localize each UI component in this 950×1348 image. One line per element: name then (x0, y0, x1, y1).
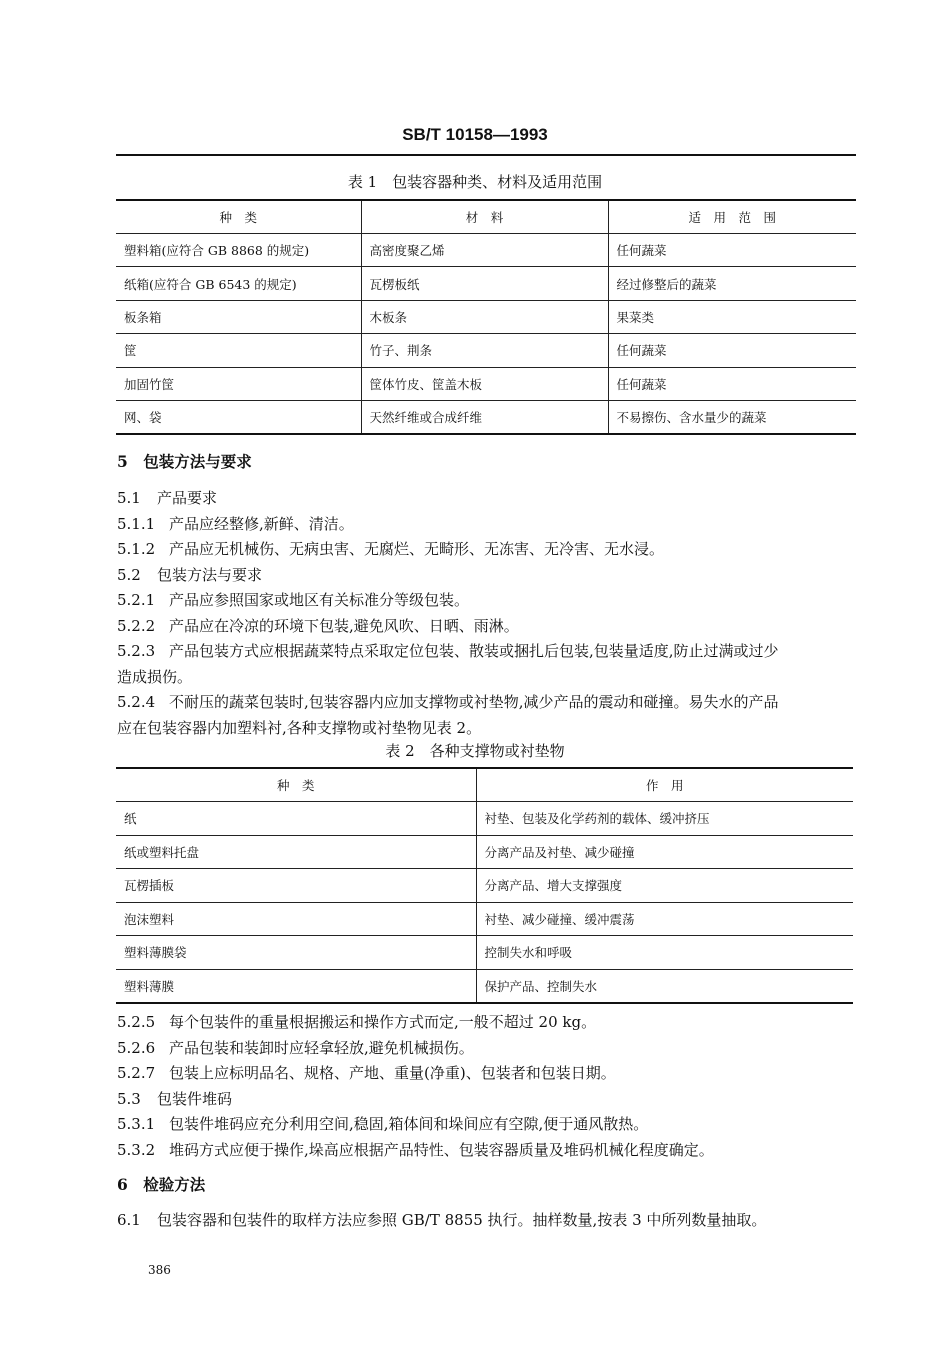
table-cell: 衬垫、减少碰撞、缓冲震荡 (476, 902, 853, 936)
table1-header-type: 种 类 (116, 200, 361, 234)
clause-number: 5.3.1 (117, 1115, 156, 1133)
table-cell: 塑料薄膜袋 (116, 936, 476, 970)
table-cell: 分离产品、增大支撑强度 (476, 869, 853, 903)
clause-text: 产品应参照国家或地区有关标准分等级包装。 (169, 591, 470, 609)
clause (117, 1208, 857, 1234)
table-cell: 任何蔬菜 (608, 334, 856, 367)
table-cell: 衬垫、包装及化学药剂的载体、缓冲挤压 (476, 802, 853, 836)
section6 (117, 1172, 857, 1198)
table-cell: 瓦楞插板 (116, 869, 476, 903)
clause (117, 1010, 857, 1036)
table1-title: 表 1 包装容器种类、材料及适用范围 (347, 173, 603, 191)
clause (117, 1036, 857, 1062)
clause-number: 5.1.2 (117, 540, 156, 558)
table-row (116, 267, 856, 300)
clause (117, 1112, 857, 1138)
table-row (116, 835, 853, 869)
clause (117, 639, 857, 665)
section5-heading: 5 包装方法与要求 (117, 452, 252, 471)
table2-header-row (116, 768, 853, 802)
table-row (116, 234, 856, 267)
table-row (116, 334, 856, 367)
table-cell: 泡沫塑料 (116, 902, 476, 936)
clause-number: 5.3.2 (117, 1140, 156, 1159)
table-cell: 筐 (116, 334, 361, 367)
clause-text: 每个包装件的重量根据搬运和操作方式而定,一般不超过 20 kg。 (169, 1013, 597, 1031)
clause-text: 堆码方式应便于操作,垛高应根据产品特性、包装容器质量及堆码机械化程度确定。 (169, 1140, 714, 1159)
clause-number: 5.2.7 (117, 1064, 156, 1082)
table-cell: 保护产品、控制失水 (476, 969, 853, 1003)
table-cell: 板条箱 (116, 300, 361, 333)
standard-code: SB/T 10158—1993 (402, 125, 548, 144)
section6-items (117, 1208, 857, 1234)
section5 (117, 449, 857, 475)
clause-number: 5.2.6 (117, 1038, 156, 1057)
clause-number: 5.1.1 (117, 514, 156, 533)
table-row (116, 400, 856, 434)
table-row (116, 300, 856, 333)
clause-text: 包装上应标明品名、规格、产地、重量(净重)、包装者和包装日期。 (169, 1064, 616, 1082)
table-cell: 高密度聚乙烯 (361, 234, 608, 267)
section6-heading: 6 检验方法 (117, 1175, 206, 1194)
clause (117, 690, 857, 716)
section5-continued (117, 1010, 857, 1163)
clause-number: 5.2.4 (117, 693, 156, 711)
clause (117, 537, 857, 563)
clause-number: 6.1 (117, 1211, 141, 1229)
clause-number: 5.1 (117, 489, 141, 507)
clause (117, 486, 857, 512)
table2-header-function: 作 用 (476, 768, 853, 802)
table-cell: 塑料薄膜 (116, 969, 476, 1003)
clause (117, 1138, 857, 1164)
table-cell: 分离产品及衬垫、减少碰撞 (476, 835, 853, 869)
table-cell: 经过修整后的蔬菜 (608, 267, 856, 300)
table-cell: 木板条 (361, 300, 608, 333)
table2-header-type: 种 类 (116, 768, 476, 802)
table-cell: 筐体竹皮、筐盖木板 (361, 367, 608, 400)
clause-text: 包装容器和包装件的取样方法应参照 GB/T 8855 执行。抽样数量,按表 3 中所列数量抽取。 (157, 1211, 767, 1229)
clause-text: 包装方法与要求 (157, 565, 263, 584)
table-cell: 果菜类 (608, 300, 856, 333)
clause-number: 5.2.2 (117, 616, 156, 635)
clause-number: 5.3 (117, 1089, 141, 1108)
table1-header-scope: 适 用 范 围 (608, 200, 856, 234)
clause-continuation: 造成损伤。 (117, 667, 193, 686)
table-cell: 加固竹筐 (116, 367, 361, 400)
clause-number: 5.2.1 (117, 591, 156, 609)
clause (117, 1087, 857, 1113)
table-cell: 纸或塑料托盘 (116, 835, 476, 869)
clause-text: 包装件堆码 (157, 1089, 233, 1108)
table1-header-material: 材 料 (361, 200, 608, 234)
clause-text: 产品应经整修,新鲜、清洁。 (169, 514, 354, 533)
clause-text: 产品应在冷凉的环境下包装,避免风吹、日晒、雨淋。 (169, 616, 519, 635)
clause-continuation: 应在包装容器内加塑料衬,各种支撑物或衬垫物见表 2。 (117, 718, 482, 737)
table1-header-row (116, 200, 856, 234)
table1 (116, 199, 856, 435)
table-row (116, 936, 853, 970)
table-row (116, 969, 853, 1003)
table-cell: 塑料箱(应符合 GB 8868 的规定) (116, 234, 361, 267)
clause-text: 产品包装方式应根据蔬菜特点采取定位包装、散装或捆扎后包装,包装量适度,防止过满或过少 (169, 642, 779, 660)
clause (117, 614, 857, 640)
clause-text: 产品应无机械伤、无病虫害、无腐烂、无畸形、无冻害、无冷害、无水浸。 (169, 540, 665, 558)
table-cell: 纸 (116, 802, 476, 836)
table-cell: 控制失水和呼吸 (476, 936, 853, 970)
table-cell: 纸箱(应符合 GB 6543 的规定) (116, 267, 361, 300)
table-row (116, 869, 853, 903)
clause (117, 512, 857, 538)
clause-text: 包装件堆码应充分利用空间,稳固,箱体间和垛间应有空隙,便于通风散热。 (169, 1115, 649, 1133)
clause-text: 不耐压的蔬菜包装时,包装容器内应加支撑物或衬垫物,减少产品的震动和碰撞。易失水的产品 (169, 693, 779, 711)
clause-number: 5.2.3 (117, 642, 156, 660)
clause (117, 588, 857, 614)
clause-number: 5.2 (117, 565, 141, 584)
table-cell: 瓦楞板纸 (361, 267, 608, 300)
table-cell: 任何蔬菜 (608, 367, 856, 400)
clause-text: 产品要求 (157, 489, 218, 507)
table-row (116, 802, 853, 836)
table2 (116, 767, 853, 1004)
clause-number: 5.2.5 (117, 1013, 156, 1031)
clause-text: 产品包装和装卸时应轻拿轻放,避免机械损伤。 (169, 1038, 474, 1057)
table-cell: 竹子、荆条 (361, 334, 608, 367)
clause (117, 563, 857, 589)
table2-title: 表 2 各种支撑物或衬垫物 (385, 742, 565, 760)
table-cell: 任何蔬菜 (608, 234, 856, 267)
table-cell: 天然纤维或合成纤维 (361, 400, 608, 434)
table-cell: 网、袋 (116, 400, 361, 434)
table-row (116, 902, 853, 936)
page-number: 386 (148, 1263, 171, 1277)
table-row (116, 367, 856, 400)
header-rule (116, 154, 856, 156)
table-cell: 不易擦伤、含水量少的蔬菜 (608, 400, 856, 434)
clause (117, 1061, 857, 1087)
section5-items (117, 486, 857, 741)
